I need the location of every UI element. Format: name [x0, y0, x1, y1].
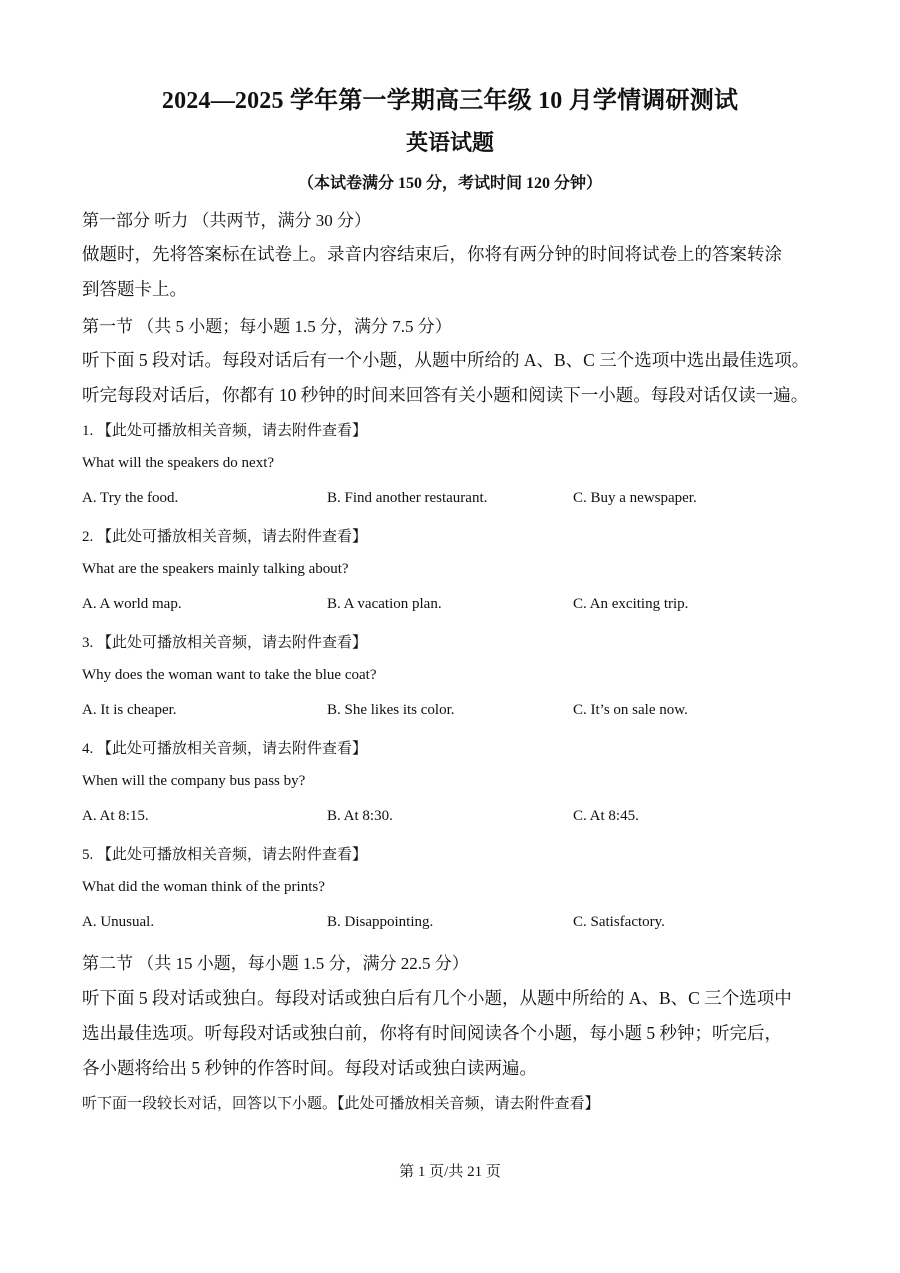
audio-placeholder-q4[interactable]: 4. 【此处可播放相关音频，请去附件查看】	[82, 741, 368, 757]
option-c-q1: C. Buy a newspaper.	[573, 490, 697, 506]
option-a-q3: A. It is cheaper.	[82, 702, 177, 718]
section1-instruction-line: 听下面 5 段对话。每段对话后有一个小题，从题中所给的 A、B、C 三个选项中选出最佳选项。	[82, 350, 810, 370]
option-a-q2: A. A world map.	[82, 596, 182, 612]
option-a-q4: A. At 8:15.	[82, 808, 149, 824]
audio-placeholder-q5[interactable]: 5. 【此处可播放相关音频，请去附件查看】	[82, 847, 368, 863]
section1-heading: 第一节 （共 5 小题；每小题 1.5 分，满分 7.5 分）	[82, 317, 452, 336]
question-text-q2: What are the speakers mainly talking about?	[82, 561, 349, 577]
section2-instruction-line: 听下面 5 段对话或独白。每段对话或独白后有几个小题，从题中所给的 A、B、C 三个选项中	[82, 988, 792, 1008]
section2-instruction-line: 选出最佳选项。听每段对话或独白前，你将有时间阅读各个小题，每小题 5 秒钟；听完后，	[82, 1023, 782, 1043]
option-b-q5: B. Disappointing.	[327, 914, 434, 930]
audio-placeholder-q2[interactable]: 2. 【此处可播放相关音频，请去附件查看】	[82, 529, 368, 545]
part1-instruction-line: 到答题卡上。	[82, 279, 187, 299]
option-c-q3: C. It’s on sale now.	[573, 702, 688, 718]
option-c-q2: C. An exciting trip.	[573, 596, 689, 612]
audio-placeholder-q3[interactable]: 3. 【此处可播放相关音频，请去附件查看】	[82, 635, 368, 651]
section2-instruction-line: 各小题将给出 5 秒钟的作答时间。每段对话或独白读两遍。	[82, 1058, 537, 1078]
subject-title: 英语试题	[405, 130, 494, 155]
question-text-q1: What will the speakers do next?	[82, 455, 275, 471]
page-footer: 第 1 页/共 21 页	[399, 1164, 501, 1180]
exam-title: 2024—2025 学年第一学期高三年级 10 月学情调研测试	[161, 88, 739, 114]
option-a-q5: A. Unusual.	[82, 914, 155, 930]
question-text-q5: What did the woman think of the prints?	[82, 879, 325, 895]
question-text-q3: Why does the woman want to take the blue coat?	[82, 667, 377, 683]
option-b-q3: B. She likes its color.	[327, 702, 455, 718]
option-c-q5: C. Satisfactory.	[573, 914, 665, 930]
section2-heading: 第二节 （共 15 小题，每小题 1.5 分，满分 22.5 分）	[82, 954, 469, 973]
audio-placeholder-q1[interactable]: 1. 【此处可播放相关音频，请去附件查看】	[82, 423, 368, 439]
part1-instruction-line: 做题时，先将答案标在试卷上。录音内容结束后，你将有两分钟的时间将试卷上的答案转涂	[82, 244, 782, 264]
question-text-q4: When will the company bus pass by?	[82, 773, 306, 789]
option-c-q4: C. At 8:45.	[573, 808, 639, 824]
option-b-q2: B. A vacation plan.	[327, 596, 442, 612]
exam-info: （本试卷满分 150 分，考试时间 120 分钟）	[297, 175, 602, 192]
audio-placeholder-dialogue[interactable]: 听下面一段较长对话，回答以下小题。【此处可播放相关音频，请去附件查看】	[82, 1096, 600, 1112]
option-b-q4: B. At 8:30.	[327, 808, 393, 824]
option-b-q1: B. Find another restaurant.	[327, 490, 488, 506]
option-a-q1: A. Try the food.	[82, 490, 179, 506]
section1-instruction-line: 听完每段对话后，你都有 10 秒钟的时间来回答有关小题和阅读下一小题。每段对话仅读一遍。	[82, 385, 809, 405]
part1-heading: 第一部分 听力 （共两节，满分 30 分）	[82, 211, 371, 230]
